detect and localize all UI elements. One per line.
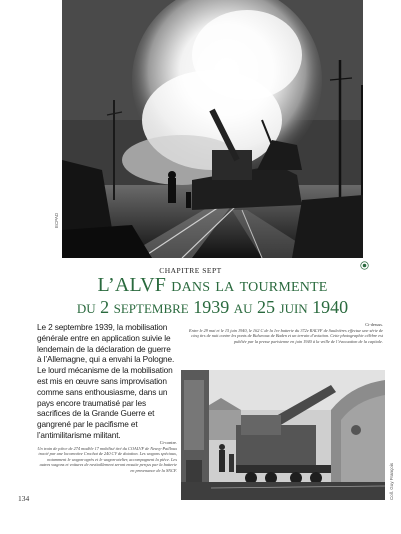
chapter-label: CHAPITRE SEPT (159, 266, 222, 275)
railway-gun-train-illustration (181, 370, 385, 500)
intro-paragraph: Le 2 septembre 1939, la mobilisation générale entre en application suivie le lendemain de la déclaration de guerre à l’Allemagne, qui a envahi la Pologne. Le lourd mécanisme de la mobilisation est mis en œuvre sans improvisation comme sans enthousiasme, dans un pays encore traumatisé par les sacrifices de la Grande Guerre et gangrené par le pacifisme et l’antimilitarisme militant. (37, 322, 175, 440)
caption-top-photo (183, 322, 383, 344)
chapter-subtitle: du 2 septembre 1939 au 25 juin 1940 (76, 297, 349, 317)
railway-gun-night-illustration (62, 0, 363, 258)
caption-bottom-title: Ci-contre. (159, 440, 177, 445)
caption-top-title: Ci-dessus. (365, 322, 383, 327)
chapter-title: L’ALVF dans la tourmente (97, 274, 328, 296)
caption-bottom-text: Un train de pièce de 274 modèle 17 mobilisé tiré du COALVF de Neuvy-Pailloux tracté par une locomotive Crochat de 240 CV de dotation. Les wagons spéciaux, notamment le wagon-agrès et le wagon-atelier, accompagnent la pièce. Les autres wagons et voitures de ravitaillement seront ensuite perçus par la batterie en provenance de la SNCF. (37, 445, 177, 473)
page-number: 134 (18, 494, 30, 503)
photo-credit-bottom: Coll. Guy François (389, 462, 394, 500)
photo-credit-top: ECPAD (54, 212, 59, 228)
railway-gun-train-photo (181, 370, 385, 500)
railway-gun-night-photo (62, 0, 363, 258)
caption-top-text: Entre le 29 mai et le 15 juin 1940, le 162 C de la 1re batterie du 372e RALVF de Saulnières effectue une série de cinq tirs de nuit contre les ponts de Bulweaux de Baden et un terrain d’aviation. Cette photographie célèbre est publiée par la presse parisienne en juin 1940 à la veille de l’évacuation de la capitale. (189, 327, 383, 344)
caption-bottom-photo (37, 440, 177, 474)
